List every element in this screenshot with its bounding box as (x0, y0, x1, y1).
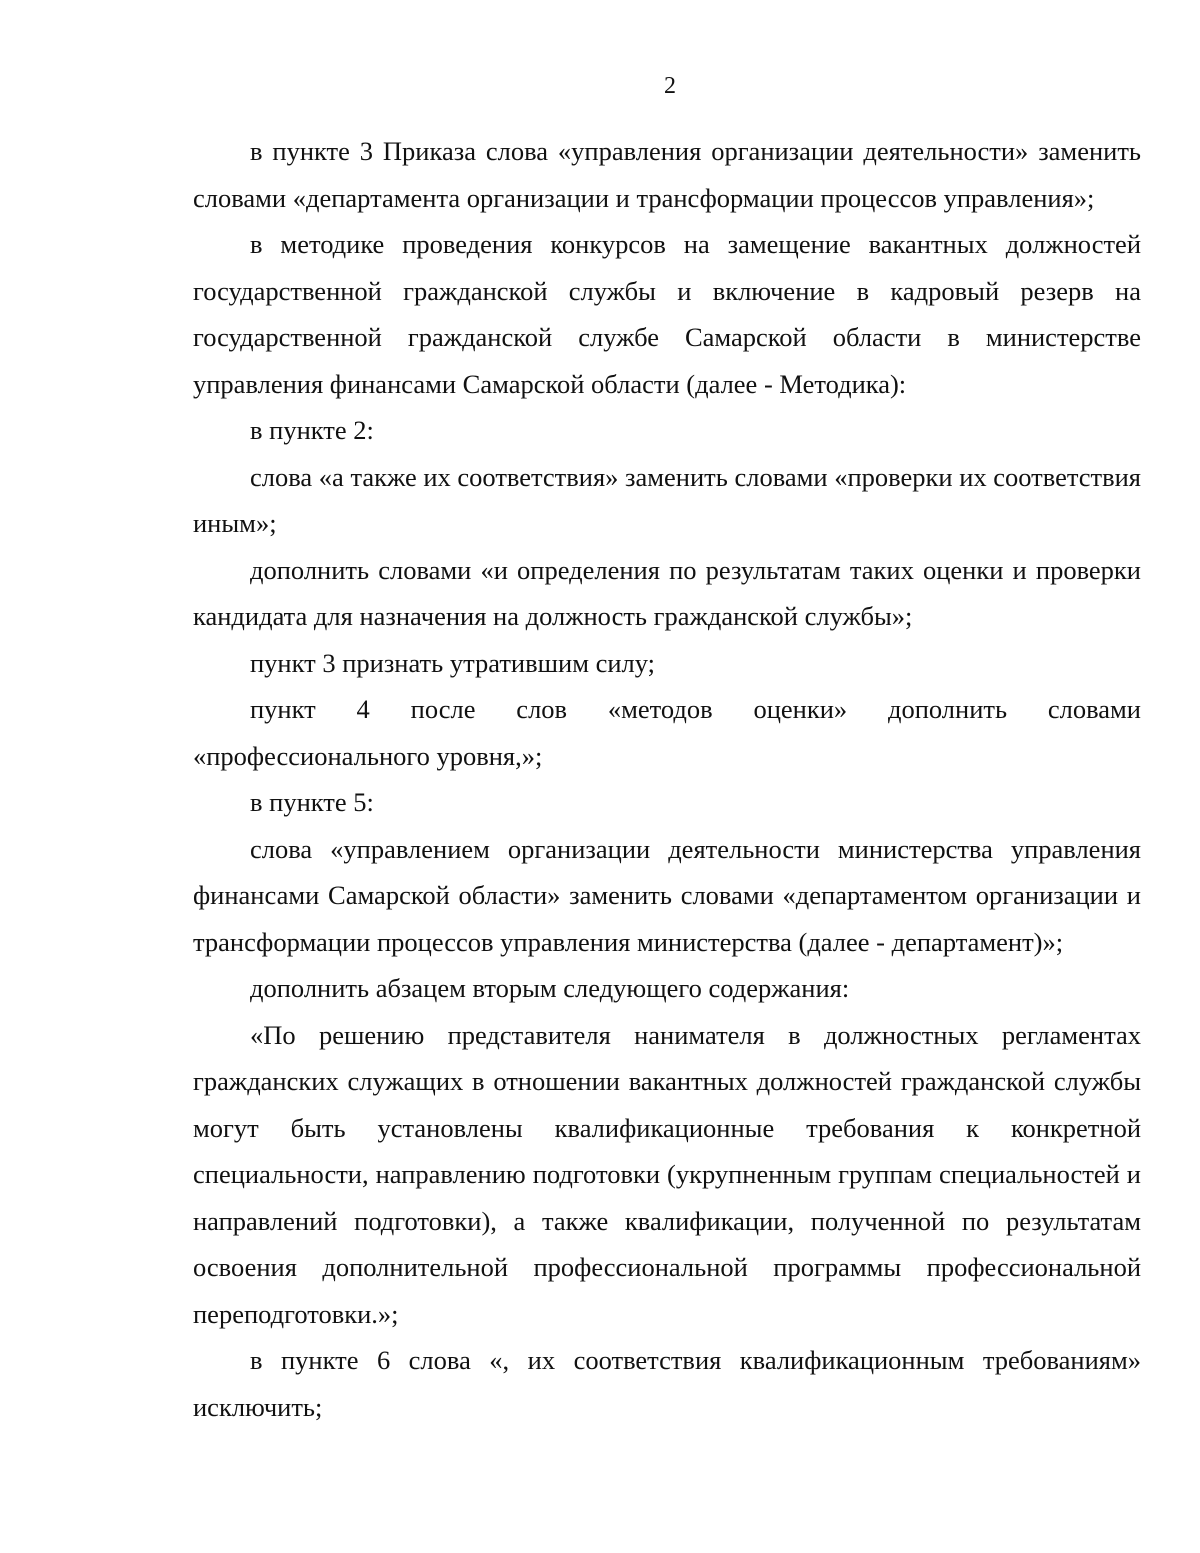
paragraph: слова «а также их соответствия» заменить словами «проверки их соответствия иным»; (193, 461, 1141, 538)
paragraph: в методике проведения конкурсов на замещение вакантных должностей государственной гражданской службы и включение в кадровый резерв на государственной гражданской службе Самарской области в министерстве управления финансами Самарской области (далее - Методика): (193, 229, 1141, 399)
paragraph: пункт 3 признать утратившим силу; (250, 647, 656, 678)
paragraph: в пункте 6 слова «, их соответствия квалификационным требованиям» исключить; (193, 1345, 1141, 1422)
paragraph: в пункте 2: (250, 415, 374, 445)
paragraph: дополнить словами «и определения по результатам таких оценки и проверки кандидата для назначения на должность гражданской службы»; (193, 554, 1141, 631)
page-number: 2 (664, 73, 676, 99)
paragraph: пункт 4 после слов «методов оценки» дополнить словами «профессионального уровня,»; (193, 694, 1141, 771)
paragraph: «По решению представителя нанимателя в должностных регламентах гражданских служащих в отношении вакантных должностей гражданской службы могут быть установлены квалификационные требования к конкретной специальности, направлению подготовки (укрупненным группам специальностей и направлений подготовки), а также квалификации, полученной по результатам освоения дополнительной профессиональной программы профессиональной переподготовки.»; (193, 1019, 1141, 1329)
paragraph: слова «управлением организации деятельности министерства управления финансами Самарской области» заменить словами «департаментом организации и трансформации процессов управления министерства (далее - департамент)»; (193, 833, 1141, 957)
paragraph: в пункте 3 Приказа слова «управления организации деятельности» заменить словами «департамента организации и трансформации процессов управления»; (193, 136, 1141, 213)
paragraph: в пункте 5: (250, 787, 374, 817)
paragraph: дополнить абзацем вторым следующего содержания: (250, 973, 850, 1003)
document-body (193, 128, 1141, 1430)
